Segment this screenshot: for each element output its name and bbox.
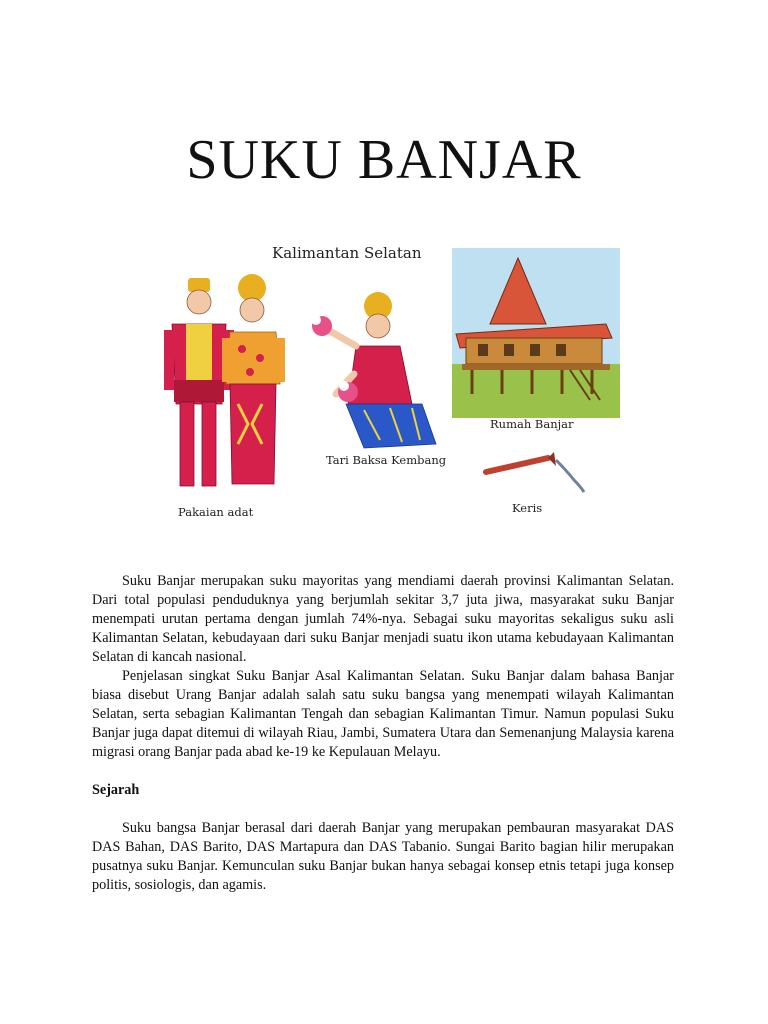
- paragraph-sejarah: Suku bangsa Banjar berasal dari daerah Banjar yang merupakan pembauran masyarakat DAS DAS Bahan, DAS Barito, DAS Martapura dan DAS Tabanio. Sungai Barito bagian hilir merupakan pusatnya suku Banjar. Kemunculan suku Banjar bukan hanya sebagai konsep etnis tetapi juga konsep politis, sosiologis, dan agamis.: [92, 820, 674, 893]
- label-keris: Keris: [512, 501, 543, 515]
- dancer-figure: [311, 292, 436, 448]
- couple-figure: [164, 274, 285, 486]
- paragraph-intro: Suku Banjar merupakan suku mayoritas yang mendiami daerah provinsi Kalimantan Selatan. Dari total populasi penduduknya yang berjumlah sekitar 3,7 juta jiwa, masyarakat suku Banjar menempati urutan pertama dengan jumlah 74%-nya. Sebagai suku mayoritas sekaligus suku asli Kalimantan Selatan, kebudayaan dari suku Banjar menjadi suatu ikon utama kebudayaan Kalimantan Selatan di kancah nasional.: [92, 573, 674, 665]
- paragraph-explanation: Penjelasan singkat Suku Banjar Asal Kalimantan Selatan. Suku Banjar dalam bahasa Banjar biasa disebut Urang Banjar adalah salah satu suku bangsa yang menempati wilayah Kalimantan Selatan, serta sebagian Kalimantan Tengah dan sebagian Kalimantan Timur. Namun populasi Suku Banjar juga dapat ditemui di wilayah Riau, Jambi, Sumatera Utara dan Semenanjung Malaysia karena migrasi orang Banjar pada abad ke-19 ke Kepulauan Melayu.: [92, 668, 674, 760]
- kalimantan-selatan-illustration: [150, 234, 620, 528]
- figure-heading: Kalimantan Selatan: [272, 244, 422, 262]
- section-heading-sejarah: Sejarah: [92, 782, 140, 798]
- rumah-banjar-figure: [452, 248, 620, 418]
- article-body: [92, 572, 674, 895]
- illustration-figure: [150, 234, 620, 528]
- label-rumah-banjar: Rumah Banjar: [490, 417, 574, 431]
- keris-figure: [486, 452, 584, 492]
- document-title: SUKU BANJAR: [186, 128, 582, 191]
- label-tari-baksa-kembang: Tari Baksa Kembang: [326, 453, 447, 467]
- label-pakaian-adat: Pakaian adat: [178, 505, 254, 519]
